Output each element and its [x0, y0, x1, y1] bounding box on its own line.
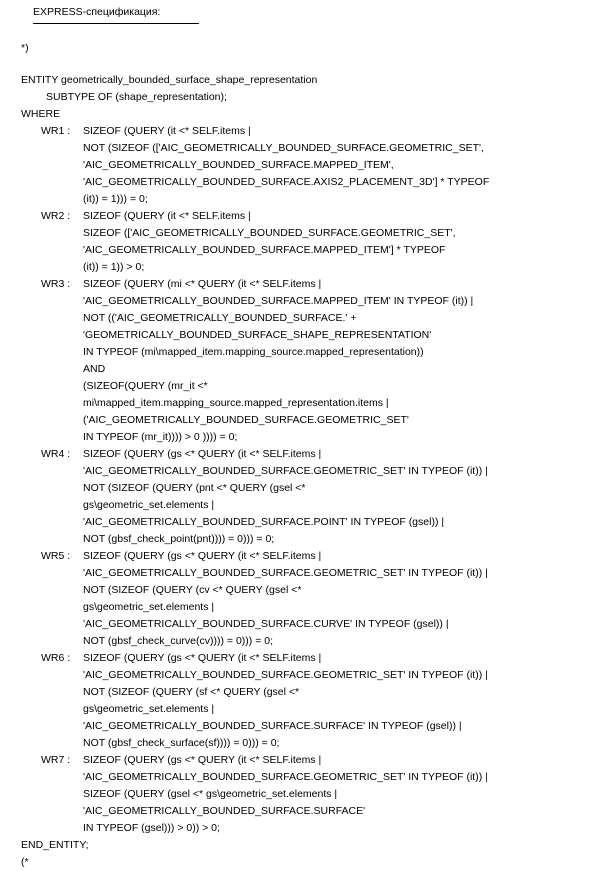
rule-line: NOT (SIZEOF (QUERY (cv <* QUERY (gsel <*	[83, 584, 302, 596]
rule-line: IN TYPEOF (mr_it)))) > 0 )))) = 0;	[83, 431, 238, 443]
spec-heading: EXPRESS-спецификация:	[33, 4, 199, 24]
rule-line: NOT (SIZEOF (['AIC_GEOMETRICALLY_BOUNDED_SURFACE.GEOMETRIC_SET',	[83, 142, 484, 154]
rule-line: 'AIC_GEOMETRICALLY_BOUNDED_SURFACE.GEOMETRIC_SET' IN TYPEOF (it)) |	[83, 771, 488, 783]
rule-line: 'AIC_GEOMETRICALLY_BOUNDED_SURFACE.MAPPED_ITEM',	[83, 159, 394, 171]
rule-label: WR2 :	[41, 210, 71, 222]
rule-line: 'AIC_GEOMETRICALLY_BOUNDED_SURFACE.GEOMETRIC_SET' IN TYPEOF (it)) |	[83, 567, 488, 579]
rule-line: 'AIC_GEOMETRICALLY_BOUNDED_SURFACE.SURFACE' IN TYPEOF (gsel)) |	[83, 720, 462, 732]
rule-line: NOT (('AIC_GEOMETRICALLY_BOUNDED_SURFACE.' +	[83, 312, 357, 324]
rule-label: WR3 :	[41, 278, 71, 290]
rule-line: (it)) = 1))) = 0;	[83, 193, 148, 205]
rule-line: NOT (SIZEOF (QUERY (sf <* QUERY (gsel <*	[83, 686, 300, 698]
rule-line: 'GEOMETRICALLY_BOUNDED_SURFACE_SHAPE_REPRESENTATION'	[83, 329, 432, 341]
rule-line: WR3 : SIZEOF (QUERY (mi <* QUERY (it <* SELF.items |	[21, 276, 595, 293]
rule-line: (it)) = 1)) > 0;	[83, 261, 145, 273]
rule-line: 'AIC_GEOMETRICALLY_BOUNDED_SURFACE.AXIS2_PLACEMENT_3D'] * TYPEOF	[83, 176, 490, 188]
rule-line: SIZEOF (QUERY (gsel <* gs\geometric_set.elements |	[83, 788, 338, 800]
rule-line: mi\mapped_item.mapping_source.mapped_representation.items |	[83, 397, 389, 409]
blank-gap	[21, 57, 595, 72]
rule-line: WR2 : SIZEOF (QUERY (it <* SELF.items |	[21, 208, 595, 225]
rule-line: NOT (gbsf_check_curve(cv)))) = 0))) = 0;	[83, 635, 274, 647]
subtype-declaration: SUBTYPE OF (shape_representation);	[46, 91, 227, 103]
rule-line: NOT (gbsf_check_surface(sf)))) = 0))) = 0;	[83, 737, 280, 749]
rule-label: WR5 :	[41, 550, 71, 562]
comment-close: *)	[21, 42, 29, 54]
rule-line: 'AIC_GEOMETRICALLY_BOUNDED_SURFACE.GEOMETRIC_SET' IN TYPEOF (it)) |	[83, 669, 488, 681]
rule-label: WR4 :	[41, 448, 71, 460]
end-entity: END_ENTITY;	[21, 839, 89, 851]
rule-line: WR6 : SIZEOF (QUERY (gs <* QUERY (it <* SELF.items |	[21, 650, 595, 667]
rule-line: 'AIC_GEOMETRICALLY_BOUNDED_SURFACE.POINT' IN TYPEOF (gsel)) |	[83, 516, 445, 528]
rule-line: gs\geometric_set.elements |	[83, 601, 215, 613]
rule-label: WR1 :	[41, 125, 71, 137]
rule-line: NOT (SIZEOF (QUERY (pnt <* QUERY (gsel <*	[83, 482, 306, 494]
rule-line: WR4 : SIZEOF (QUERY (gs <* QUERY (it <* SELF.items |	[21, 446, 595, 463]
rule-line: IN TYPEOF (gsel))) > 0)) > 0;	[83, 822, 220, 834]
rule-line: IN TYPEOF (mi\mapped_item.mapping_source.mapped_representation))	[83, 346, 424, 358]
entity-declaration: ENTITY geometrically_bounded_surface_shape_representation	[21, 74, 318, 86]
rule-line: gs\geometric_set.elements |	[83, 703, 215, 715]
rule-line: ('AIC_GEOMETRICALLY_BOUNDED_SURFACE.GEOMETRIC_SET'	[83, 414, 409, 426]
rule-line: 'AIC_GEOMETRICALLY_BOUNDED_SURFACE.MAPPED_ITEM' IN TYPEOF (it)) |	[83, 295, 474, 307]
rule-line: SIZEOF (['AIC_GEOMETRICALLY_BOUNDED_SURFACE.GEOMETRIC_SET',	[83, 227, 456, 239]
rule-line: AND	[83, 363, 106, 375]
rule-line: WR1 : SIZEOF (QUERY (it <* SELF.items |	[21, 123, 595, 140]
rule-line: WR5 : SIZEOF (QUERY (gs <* QUERY (it <* SELF.items |	[21, 548, 595, 565]
where-clause: WHERE	[21, 108, 61, 120]
rule-line: 'AIC_GEOMETRICALLY_BOUNDED_SURFACE.CURVE' IN TYPEOF (gsel)) |	[83, 618, 449, 630]
rule-line: NOT (gbsf_check_point(pnt)))) = 0))) = 0;	[83, 533, 275, 545]
rule-label: WR6 :	[41, 652, 71, 664]
rule-line: 'AIC_GEOMETRICALLY_BOUNDED_SURFACE.SURFACE'	[83, 805, 366, 817]
express-code-block	[21, 40, 595, 871]
rule-line: (SIZEOF(QUERY (mr_it <*	[83, 380, 208, 392]
rule-line: 'AIC_GEOMETRICALLY_BOUNDED_SURFACE.MAPPED_ITEM'] * TYPEOF	[83, 244, 446, 256]
rule-line: WR7 : SIZEOF (QUERY (gs <* QUERY (it <* SELF.items |	[21, 752, 595, 769]
rule-line: 'AIC_GEOMETRICALLY_BOUNDED_SURFACE.GEOMETRIC_SET' IN TYPEOF (it)) |	[83, 465, 488, 477]
rule-label: WR7 :	[41, 754, 71, 766]
comment-open: (*	[21, 856, 29, 868]
rule-line: gs\geometric_set.elements |	[83, 499, 215, 511]
